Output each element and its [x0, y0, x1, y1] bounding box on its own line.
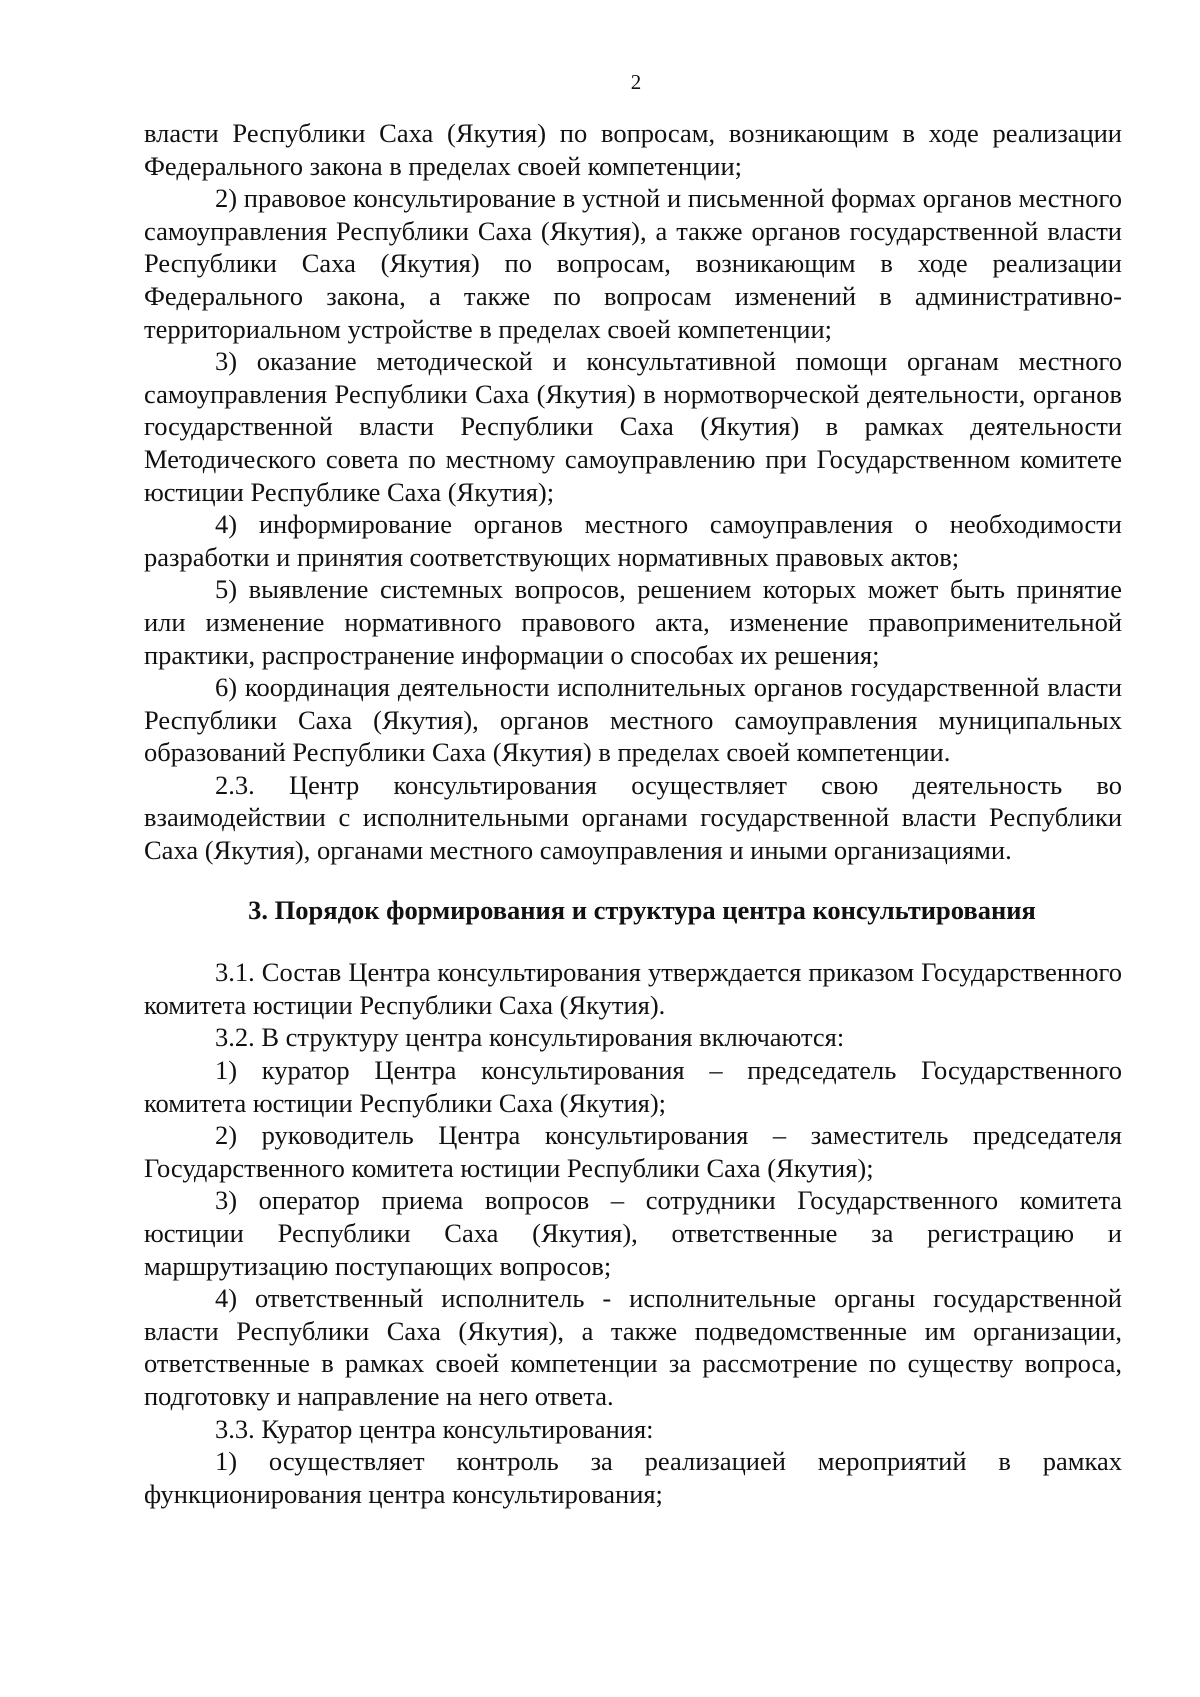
paragraph: 2.3. Центр консультирования осуществляет свою деятельность во взаимодействии с исполнительными органами государственной власти Республики Саха (Якутия), органами местного самоуправления и иными организациями. [144, 769, 1122, 866]
paragraph: 3.1. Состав Центра консультирования утверждается приказом Государственного комитета юстиции Республики Саха (Якутия). [144, 957, 1122, 1020]
paragraph: 6) координация деятельности исполнительных органов государственной власти Республики Саха (Якутия), органов местного самоуправления муниципальных образований Республики Саха (Якутия) в пределах своей компетенции. [144, 672, 1122, 768]
document-body [144, 117, 1122, 1510]
section-heading: 3. Порядок формирования и структура центра консультирования [248, 894, 1036, 925]
paragraph: 2) руководитель Центра консультирования – заместитель председателя Государственного комитета юстиции Республики Саха (Якутия); [144, 1120, 1122, 1183]
paragraph: 1) куратор Центра консультирования – председатель Государственного комитета юстиции Республики Саха (Якутия); [144, 1055, 1122, 1118]
page-number: 2 [630, 70, 642, 94]
paragraph: 3) оказание методической и консультативной помощи органам местного самоуправления Республики Саха (Якутия) в нормотворческой деятельности, органов государственной власти Республики Саха (Якутия) в рамках деятельности Методического совета по местному самоуправлению при Государственном комитете юстиции Республике Саха (Якутия); [144, 346, 1122, 507]
paragraph: власти Республики Саха (Якутия) по вопросам, возникающим в ходе реализации Федерального закона в пределах своей компетенции; [144, 118, 1122, 181]
paragraph: 3) оператор приема вопросов – сотрудники Государственного комитета юстиции Республики Саха (Якутия), ответственные за регистрацию и маршрутизацию поступающих вопросов; [144, 1185, 1122, 1281]
paragraph: 1) осуществляет контроль за реализацией мероприятий в рамках функционирования центра консультирования; [144, 1446, 1122, 1509]
paragraph: 4) информирование органов местного самоуправления о необходимости разработки и принятия соответствующих нормативных правовых актов; [144, 509, 1122, 572]
paragraph: 4) ответственный исполнитель - исполнительные органы государственной власти Республики Саха (Якутия), а также подведомственные им организации, ответственные в рамках своей компетенции за рассмотрение по существу вопроса, подготовку и направление на него ответа. [144, 1283, 1122, 1411]
paragraph: 3.2. В структуру центра консультирования включаются: [215, 1022, 845, 1053]
paragraph: 2) правовое консультирование в устной и письменной формах органов местного самоуправления Республики Саха (Якутия), а также органов государственной власти Республики Саха (Якутия) по вопросам, возникающим в ходе реализации Федерального закона, а также по вопросам изменений в административно-территориальном устройстве в пределах своей компетенции; [144, 183, 1122, 344]
paragraph: 3.3. Куратор центра консультирования: [215, 1413, 654, 1444]
paragraphs-before-section [144, 117, 1122, 867]
paragraph: 5) выявление системных вопросов, решением которых может быть принятие или изменение нормативного правового акта, изменение правоприменительной практики, распространение информации о способах их решения; [144, 574, 1122, 670]
paragraphs-after-section [144, 956, 1122, 1510]
